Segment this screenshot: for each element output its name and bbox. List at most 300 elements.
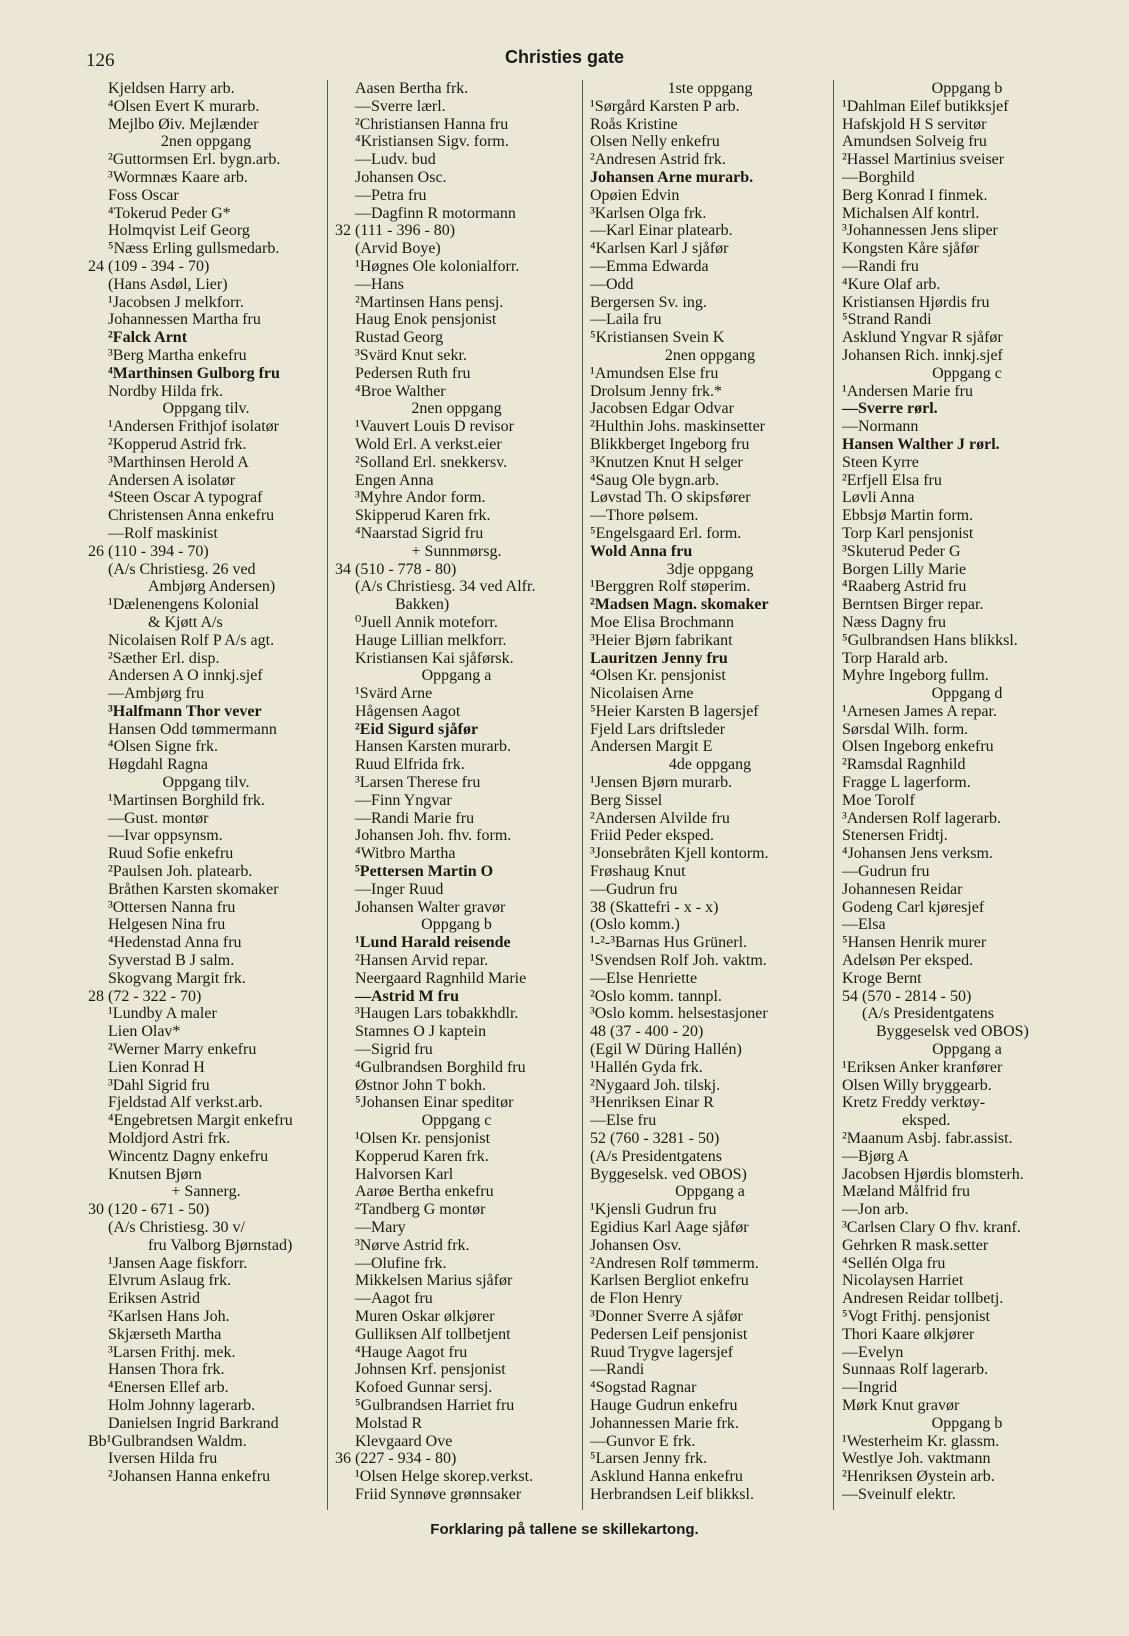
directory-entry: ³Svärd Knut sekr. bbox=[355, 346, 467, 364]
directory-entry: —Laila fru bbox=[590, 311, 662, 329]
directory-entry: Byggeselsk ved OBOS) bbox=[876, 1023, 1029, 1041]
directory-entry: Roås Kristine bbox=[590, 115, 678, 133]
directory-entry: ²Christiansen Hanna fru bbox=[355, 115, 509, 133]
directory-entry: ³Johannessen Jens sliper bbox=[842, 222, 998, 240]
directory-entry: ⁵Engelsgaard Erl. form. bbox=[590, 524, 742, 542]
directory-entry: Lauritzen Jenny fru bbox=[590, 649, 728, 667]
directory-entry: Engen Anna bbox=[355, 471, 434, 489]
page-footer: Forklaring på tallene se skillekartong. bbox=[430, 1521, 699, 1538]
directory-entry: ⁵Johansen Einar speditør bbox=[355, 1094, 514, 1112]
directory-entry: Moldjord Astri frk. bbox=[108, 1130, 231, 1148]
directory-entry: Pedersen Ruth fru bbox=[355, 364, 471, 382]
directory-entry: ¹Svärd Arne bbox=[355, 685, 433, 703]
directory-entry: Gulliksen Alf tollbetjent bbox=[355, 1325, 511, 1343]
directory-entry: ⁴Engebretsen Margit enkefru bbox=[108, 1112, 293, 1130]
directory-entry: 48 (37 - 400 - 20) bbox=[590, 1023, 704, 1041]
directory-entry: (A/s Presidentgatens bbox=[590, 1147, 722, 1165]
directory-entry: ⁵Næss Erling gullsmedarb. bbox=[108, 240, 280, 258]
directory-entry: Halvorsen Karl bbox=[355, 1165, 454, 1183]
directory-entry: Fjeld Lars driftsleder bbox=[590, 720, 726, 738]
directory-entry: Høgdahl Ragna bbox=[108, 756, 208, 774]
directory-entry: ¹Dahlman Eilef butikksjef bbox=[842, 97, 1009, 115]
directory-entry: ³Halfmann Thor vever bbox=[108, 702, 262, 720]
directory-entry: Hansen Walther J rørl. bbox=[842, 435, 1000, 453]
directory-entry: 24 (109 - 394 - 70) bbox=[88, 257, 210, 275]
directory-entry: Stamnes O J kaptein bbox=[355, 1023, 487, 1041]
directory-entry: —Finn Yngvar bbox=[355, 791, 452, 809]
directory-entry: ²Madsen Magn. skomaker bbox=[590, 596, 769, 614]
directory-entry: Mejlbo Øiv. Mejlænder bbox=[108, 115, 259, 133]
directory-entry: Jacobsen Edgar Odvar bbox=[590, 400, 734, 418]
directory-entry: Skipperud Karen frk. bbox=[355, 507, 491, 525]
entrance-heading: Oppgang tilv. bbox=[162, 774, 250, 792]
directory-entry: Ebbsjø Martin form. bbox=[842, 507, 974, 525]
directory-entry: —Normann bbox=[842, 418, 919, 436]
directory-entry: Nordby Hilda frk. bbox=[108, 382, 224, 400]
directory-entry: ¹Sørgård Karsten P arb. bbox=[590, 97, 740, 115]
directory-entry: ³Haugen Lars tobakkhdlr. bbox=[355, 1005, 519, 1023]
directory-entry: Danielsen Ingrid Barkrand bbox=[108, 1414, 279, 1432]
directory-entry: ³Nørve Astrid frk. bbox=[355, 1236, 470, 1254]
directory-entry: ⁴Olsen Kr. pensjonist bbox=[590, 667, 726, 685]
directory-entry: Hauge Gudrun enkefru bbox=[590, 1396, 738, 1414]
entrance-heading: Oppgang tilv. bbox=[162, 400, 250, 418]
directory-entry: Kjeldsen Harry arb. bbox=[108, 80, 235, 97]
directory-entry: Løvli Anna bbox=[842, 489, 915, 507]
directory-entry: Knutsen Bjørn bbox=[108, 1165, 202, 1183]
directory-entry: ³Wormnæs Kaare arb. bbox=[108, 168, 248, 186]
directory-entry: Bråthen Karsten skomaker bbox=[108, 880, 279, 898]
directory-entry: —Mary bbox=[355, 1219, 406, 1236]
directory-entry: Johansen Walter gravør bbox=[355, 898, 506, 916]
directory-entry: Hågensen Aagot bbox=[355, 702, 461, 720]
directory-entry: Godeng Carl kjøresjef bbox=[842, 898, 985, 916]
entrance-heading: Oppgang b bbox=[421, 916, 492, 934]
directory-entry: ⁴Sogstad Ragnar bbox=[590, 1379, 697, 1397]
directory-entry: ⁴Hedenstad Anna fru bbox=[108, 934, 242, 952]
directory-entry: —Gunvor E frk. bbox=[590, 1432, 696, 1450]
directory-entry: Johansen Osc. bbox=[355, 168, 447, 186]
directory-entry: 28 (72 - 322 - 70) bbox=[88, 987, 202, 1005]
directory-entry: Kongsten Kåre sjåfør bbox=[842, 240, 979, 258]
directory-entry: Olsen Willy bryggearb. bbox=[842, 1076, 992, 1094]
directory-entry: Lien Konrad H bbox=[108, 1058, 205, 1076]
directory-entry: ¹Amundsen Else fru bbox=[590, 364, 719, 382]
directory-entry: Steen Kyrre bbox=[842, 453, 919, 471]
directory-entry: ¹Høgnes Ole kolonialforr. bbox=[355, 257, 520, 275]
entrance-heading: 2nen oppgang bbox=[664, 346, 756, 364]
directory-entry: 38 (Skattefri - x - x) bbox=[590, 898, 719, 916]
directory-entry: Mørk Knut gravør bbox=[842, 1396, 960, 1414]
directory-entry: ¹Kjensli Gudrun fru bbox=[590, 1201, 717, 1219]
directory-column-1 bbox=[88, 80, 324, 1486]
directory-entry: —Petra fru bbox=[355, 186, 427, 204]
entrance-heading: Oppgang a bbox=[421, 667, 492, 685]
directory-entry: Neergaard Ragnhild Marie bbox=[355, 969, 527, 987]
directory-entry: ²Solland Erl. snekkersv. bbox=[355, 453, 508, 471]
directory-entry: Aarøe Bertha enkefru bbox=[355, 1183, 494, 1201]
directory-entry: ¹Hallén Gyda frk. bbox=[590, 1058, 703, 1076]
directory-entry: ²Nygaard Joh. tilskj. bbox=[590, 1076, 721, 1094]
directory-entry: Christensen Anna enkefru bbox=[108, 507, 275, 525]
directory-entry: 32 (111 - 396 - 80) bbox=[335, 222, 456, 240]
directory-entry: ¹Westerheim Kr. glassm. bbox=[842, 1432, 1000, 1450]
directory-entry: ³Andersen Rolf lagerarb. bbox=[842, 809, 1001, 827]
directory-entry: Kristiansen Hjørdis fru bbox=[842, 293, 990, 311]
directory-entry: Johannessen Marie frk. bbox=[590, 1414, 739, 1432]
directory-entry: —Gust. montør bbox=[108, 809, 209, 827]
directory-entry: Mæland Målfrid fru bbox=[842, 1183, 970, 1201]
directory-entry: Skjærseth Martha bbox=[108, 1325, 222, 1343]
entrance-heading: 1ste oppgang bbox=[667, 80, 753, 97]
directory-entry: —Odd bbox=[590, 275, 634, 293]
directory-entry: —Thore pølsem. bbox=[590, 507, 699, 525]
directory-entry: —Randi fru bbox=[842, 257, 919, 275]
directory-entry: Johansen Rich. innkj.sjef bbox=[842, 346, 1003, 364]
directory-entry: Torp Harald arb. bbox=[842, 649, 948, 667]
directory-entry: 26 (110 - 394 - 70) bbox=[88, 542, 209, 560]
directory-entry: Egidius Karl Aage sjåfør bbox=[590, 1219, 749, 1236]
directory-entry: Johannessen Martha fru bbox=[108, 311, 261, 329]
directory-entry: Lien Olav* bbox=[108, 1023, 181, 1041]
directory-entry: Bakken) bbox=[395, 596, 450, 614]
directory-entry: Bergersen Sv. ing. bbox=[590, 293, 707, 311]
directory-entry: Ruud Elfrida frk. bbox=[355, 756, 465, 774]
directory-entry: ¹Lundby A maler bbox=[108, 1005, 217, 1023]
directory-entry: Friid Synnøve grønnsaker bbox=[355, 1485, 522, 1503]
directory-entry: Jacobsen Hjørdis blomsterh. bbox=[842, 1165, 1024, 1183]
directory-entry: Andresen Reidar tollbetj. bbox=[842, 1290, 1004, 1308]
directory-entry: (Oslo komm.) bbox=[590, 916, 680, 934]
directory-entry: Rustad Georg bbox=[355, 329, 444, 347]
directory-entry: ²Tandberg G montør bbox=[355, 1201, 486, 1219]
directory-entry: Berntsen Birger repar. bbox=[842, 596, 984, 614]
directory-entry: Haug Enok pensjonist bbox=[355, 311, 497, 329]
directory-entry: 52 (760 - 3281 - 50) bbox=[590, 1130, 720, 1148]
directory-entry: Syverstad B J salm. bbox=[108, 952, 235, 970]
directory-entry: ¹Vauvert Louis D revisor bbox=[355, 418, 514, 436]
directory-entry: ²Guttormsen Erl. bygn.arb. bbox=[108, 151, 281, 169]
directory-entry: ³Ottersen Nanna fru bbox=[108, 898, 236, 916]
directory-entry: —Ambjørg fru bbox=[108, 685, 205, 703]
directory-entry: —Evelyn bbox=[842, 1343, 904, 1361]
directory-entry: Borgen Lilly Marie bbox=[842, 560, 967, 578]
directory-entry: ³Jonsebråten Kjell kontorm. bbox=[590, 845, 769, 863]
directory-entry: Østnor John T bokh. bbox=[355, 1076, 486, 1094]
directory-entry: ²Andresen Astrid frk. bbox=[590, 151, 726, 169]
directory-entry: Helgesen Nina fru bbox=[108, 916, 226, 934]
directory-entry: —Dagfinn R motormann bbox=[355, 204, 516, 222]
directory-entry: Opøien Edvin bbox=[590, 186, 680, 204]
directory-entry: ⁵Gulbrandsen Hans blikksl. bbox=[842, 631, 1018, 649]
entrance-heading: 2nen oppgang bbox=[160, 133, 252, 151]
directory-entry: —Emma Edwarda bbox=[590, 257, 709, 275]
directory-entry: ¹Andersen Marie fru bbox=[842, 382, 973, 400]
directory-entry: ²Maanum Asbj. fabr.assist. bbox=[842, 1130, 1013, 1148]
directory-entry: ³Oslo komm. helsestasjoner bbox=[590, 1005, 768, 1023]
directory-entry: ⁰Juell Annik moteforr. bbox=[355, 613, 498, 631]
directory-entry: Nicolaysen Harriet bbox=[842, 1272, 964, 1290]
directory-entry: Myhre Ingeborg fullm. bbox=[842, 667, 989, 685]
directory-entry: ⁴Olsen Evert K murarb. bbox=[108, 97, 260, 115]
directory-entry: Klevgaard Ove bbox=[355, 1432, 453, 1450]
directory-entry: ³Marthinsen Herold A bbox=[108, 453, 249, 471]
directory-entry: ³Donner Sverre A sjåfør bbox=[590, 1307, 743, 1325]
directory-entry: ³Knutzen Knut H selger bbox=[590, 453, 743, 471]
entrance-heading: Oppgang a bbox=[675, 1183, 745, 1201]
directory-column-3 bbox=[590, 80, 830, 1504]
page-title: Christies gate bbox=[504, 47, 625, 67]
directory-entry: Næss Dagny fru bbox=[842, 613, 946, 631]
directory-entry: —Inger Ruud bbox=[355, 880, 444, 898]
directory-entry: Eriksen Astrid bbox=[108, 1290, 200, 1308]
directory-entry: ³Henriksen Einar R bbox=[590, 1094, 714, 1112]
directory-entry: ¹Berggren Rolf støperim. bbox=[590, 578, 751, 596]
directory-entry: Pedersen Leif pensjonist bbox=[590, 1325, 748, 1343]
directory-entry: ²Johansen Hanna enkefru bbox=[108, 1468, 271, 1486]
directory-entry: Blikkberget Ingeborg fru bbox=[590, 435, 750, 453]
directory-entry: ⁵Strand Randi bbox=[842, 311, 932, 329]
entrance-heading: Oppgang c bbox=[421, 1112, 492, 1130]
directory-entry: ³Dahl Sigrid fru bbox=[108, 1076, 210, 1094]
directory-entry: ⁴Hauge Aagot fru bbox=[355, 1343, 468, 1361]
directory-entry: ²Andersen Alvilde fru bbox=[590, 809, 730, 827]
directory-entry: ⁴Johansen Jens verksm. bbox=[842, 845, 993, 863]
directory-entry: (Egil W Düring Hallén) bbox=[590, 1041, 742, 1059]
entrance-heading: Oppgang b bbox=[931, 80, 1003, 97]
directory-entry: Drolsum Jenny frk.* bbox=[590, 382, 722, 400]
directory-entry: —Olufine frk. bbox=[355, 1254, 447, 1272]
directory-entry: —Else Henriette bbox=[590, 969, 698, 987]
entrance-heading: Oppgang a bbox=[932, 1041, 1002, 1059]
directory-entry: Kretz Freddy verktøy- bbox=[842, 1094, 986, 1112]
directory-column-2 bbox=[335, 80, 578, 1504]
directory-entry: Friid Peder eksped. bbox=[590, 827, 714, 845]
directory-entry: Thori Kaare ølkjører bbox=[842, 1325, 975, 1343]
directory-entry: ²Oslo komm. tannpl. bbox=[590, 987, 722, 1005]
directory-entry: Molstad R bbox=[355, 1414, 423, 1432]
directory-entry: ²Werner Marry enkefru bbox=[108, 1041, 257, 1059]
directory-entry: —Astrid M fru bbox=[355, 987, 459, 1005]
directory-entry: Kroge Bernt bbox=[842, 969, 922, 987]
directory-entry: ²Eid Sigurd sjåfør bbox=[355, 720, 479, 738]
directory-entry: Frøshaug Knut bbox=[590, 863, 686, 881]
directory-entry: Johannesen Reidar bbox=[842, 880, 963, 898]
directory-entry: ⁴Steen Oscar A typograf bbox=[108, 489, 263, 507]
directory-entry: —Sigrid fru bbox=[355, 1041, 433, 1059]
directory-entry: ⁴Naarstad Sigrid fru bbox=[355, 524, 484, 542]
directory-entry: ²Andresen Rolf tømmerm. bbox=[590, 1254, 759, 1272]
directory-entry: ¹Olsen Helge skorep.verkst. bbox=[355, 1468, 534, 1486]
directory-entry: ⁴Tokerud Peder G* bbox=[108, 204, 231, 222]
directory-entry: ²Kopperud Astrid frk. bbox=[108, 435, 247, 453]
directory-entry: Nicolaisen Rolf P A/s agt. bbox=[108, 631, 275, 649]
directory-entry: —Ivar oppsynsm. bbox=[108, 827, 223, 845]
directory-entry: ¹Jacobsen J melkforr. bbox=[108, 293, 244, 311]
directory-entry: Johansen Joh. fhv. form. bbox=[355, 827, 512, 845]
directory-entry: Andersen A isolatør bbox=[108, 471, 236, 489]
directory-entry: —Ingrid bbox=[842, 1379, 898, 1397]
directory-entry: Fragge L lagerform. bbox=[842, 774, 971, 792]
directory-entry: —Sveinulf elektr. bbox=[842, 1485, 956, 1503]
directory-entry: Skogvang Margit frk. bbox=[108, 969, 246, 987]
directory-entry: Sørsdal Wilh. form. bbox=[842, 720, 969, 738]
directory-entry: Olsen Ingeborg enkefru bbox=[842, 738, 994, 756]
directory-entry: ¹Andersen Frithjof isolatør bbox=[108, 418, 279, 436]
directory-entry: ¹Jensen Bjørn murarb. bbox=[590, 774, 733, 792]
directory-entry: fru Valborg Bjørnstad) bbox=[148, 1236, 293, 1254]
directory-entry: ⁴Raaberg Astrid fru bbox=[842, 578, 967, 596]
directory-entry: (A/s Presidentgatens bbox=[862, 1005, 994, 1023]
directory-entry: ¹Eriksen Anker kranfører bbox=[842, 1058, 1003, 1076]
directory-entry: Karlsen Bergliot enkefru bbox=[590, 1272, 749, 1290]
directory-entry: ³Larsen Therese fru bbox=[355, 774, 481, 792]
directory-entry: 30 (120 - 671 - 50) bbox=[88, 1201, 210, 1219]
directory-entry: ⁴Witbro Martha bbox=[355, 845, 456, 863]
directory-entry: Berg Sissel bbox=[590, 791, 663, 809]
directory-entry: ⁵Heier Karsten B lagersjef bbox=[590, 702, 759, 720]
directory-entry: ²Hansen Arvid repar. bbox=[355, 952, 489, 970]
directory-entry: ²Falck Arnt bbox=[108, 329, 188, 347]
directory-entry: Herbrandsen Leif blikksl. bbox=[590, 1485, 754, 1503]
directory-entry: ⁴Saug Ole bygn.arb. bbox=[590, 471, 720, 489]
directory-entry: Wincentz Dagny enkefru bbox=[108, 1147, 269, 1165]
entrance-heading: 3dje oppgang bbox=[666, 560, 754, 578]
directory-entry: Mikkelsen Marius sjåfør bbox=[355, 1272, 513, 1290]
directory-entry: —Hans bbox=[355, 275, 404, 293]
column-rule bbox=[327, 80, 328, 1510]
directory-entry: Olsen Nelly enkefru bbox=[590, 133, 720, 151]
directory-entry: Moe Torolf bbox=[842, 791, 915, 809]
directory-entry: —Sverre rørl. bbox=[842, 400, 938, 418]
directory-entry: ⁴Enersen Ellef arb. bbox=[108, 1379, 229, 1397]
directory-entry: Amundsen Solveig fru bbox=[842, 133, 987, 151]
directory-entry: Andersen Margit E bbox=[590, 738, 713, 756]
directory-entry: Sunnaas Rolf lagerarb. bbox=[842, 1361, 989, 1379]
directory-entry: Ruud Sofie enkefru bbox=[108, 845, 234, 863]
directory-entry: Muren Oskar ølkjører bbox=[355, 1307, 495, 1325]
directory-entry: ¹Olsen Kr. pensjonist bbox=[355, 1130, 491, 1148]
directory-entry: ¹Svendsen Rolf Joh. vaktm. bbox=[590, 952, 767, 970]
directory-entry: ⁴Kristiansen Sigv. form. bbox=[355, 133, 509, 151]
directory-entry: —Aagot fru bbox=[355, 1290, 433, 1308]
directory-entry: Asklund Yngvar R sjåfør bbox=[842, 329, 1003, 347]
directory-entry: Fjeldstad Alf verkst.arb. bbox=[108, 1094, 263, 1112]
directory-entry: ⁵Gulbrandsen Harriet fru bbox=[355, 1396, 515, 1414]
directory-entry: (A/s Christiesg. 34 ved Alfr. bbox=[355, 578, 536, 596]
directory-entry: ²Henriksen Øystein arb. bbox=[842, 1468, 995, 1486]
directory-entry: ⁴Kure Olaf arb. bbox=[842, 275, 941, 293]
directory-entry: Adelsøn Per eksped. bbox=[842, 952, 974, 970]
directory-entry: Kopperud Karen frk. bbox=[355, 1147, 489, 1165]
directory-entry: Johnsen Krf. pensjonist bbox=[355, 1361, 506, 1379]
directory-entry: Ambjørg Andersen) bbox=[148, 578, 276, 596]
directory-entry: —Karl Einar platearb. bbox=[590, 222, 733, 240]
directory-entry: Hauge Lillian melkforr. bbox=[355, 631, 507, 649]
directory-entry: ²Hulthin Johs. maskinsetter bbox=[590, 418, 766, 436]
directory-entry: Asklund Hanna enkefru bbox=[590, 1468, 743, 1486]
directory-entry: ¹Jansen Aage fiskforr. bbox=[108, 1254, 248, 1272]
directory-entry: ¹-²-³Barnas Hus Grünerl. bbox=[590, 934, 748, 952]
directory-entry: —Ludv. bud bbox=[355, 151, 436, 169]
entrance-heading: Oppgang d bbox=[931, 685, 1003, 703]
directory-entry: Johansen Arne murarb. bbox=[590, 168, 754, 186]
directory-entry: Berg Konrad I finmek. bbox=[842, 186, 988, 204]
directory-entry: Holmqvist Leif Georg bbox=[108, 222, 250, 240]
directory-entry: ³Larsen Frithj. mek. bbox=[108, 1343, 236, 1361]
entrance-heading: + Sunnmørsg. bbox=[411, 542, 502, 560]
directory-entry: ³Karlsen Olga frk. bbox=[590, 204, 707, 222]
directory-entry: Torp Karl pensjonist bbox=[842, 524, 974, 542]
directory-entry: ³Berg Martha enkefru bbox=[108, 346, 247, 364]
page-number: 126 bbox=[86, 50, 115, 71]
directory-entry: ¹Arnesen James A repar. bbox=[842, 702, 997, 720]
directory-entry: ²Ramsdal Ragnhild bbox=[842, 756, 966, 774]
directory-entry: Johansen Osv. bbox=[590, 1236, 682, 1254]
directory-entry: 54 (570 - 2814 - 50) bbox=[842, 987, 972, 1005]
directory-entry: Wold Anna fru bbox=[590, 542, 693, 560]
directory-entry: Hafskjold H S servitør bbox=[842, 115, 987, 133]
directory-entry: —Borghild bbox=[842, 168, 915, 186]
entrance-heading: Oppgang b bbox=[931, 1414, 1003, 1432]
directory-entry: —Randi bbox=[590, 1361, 645, 1379]
directory-entry: Bb¹Gulbrandsen Waldm. bbox=[88, 1432, 247, 1450]
directory-entry: ¹Martinsen Borghild frk. bbox=[108, 791, 265, 809]
directory-entry: & Kjøtt A/s bbox=[148, 613, 223, 631]
directory-entry: ²Martinsen Hans pensj. bbox=[355, 293, 504, 311]
directory-entry: Hansen Thora frk. bbox=[108, 1361, 225, 1379]
directory-entry: ⁵Pettersen Martin O bbox=[355, 863, 494, 881]
directory-entry: Wold Erl. A verkst.eier bbox=[355, 435, 502, 453]
directory-entry: Nicolaisen Arne bbox=[590, 685, 694, 703]
directory-entry: 36 (227 - 934 - 80) bbox=[335, 1450, 457, 1468]
directory-entry: Gehrken R mask.setter bbox=[842, 1236, 989, 1254]
directory-entry: ⁴Sellén Olga fru bbox=[842, 1254, 946, 1272]
directory-column-4 bbox=[842, 80, 1092, 1504]
directory-entry: eksped. bbox=[902, 1112, 951, 1130]
directory-entry: (Hans Asdøl, Lier) bbox=[108, 275, 228, 293]
entrance-heading: Oppgang c bbox=[932, 364, 1002, 382]
directory-entry: ²Paulsen Joh. platearb. bbox=[108, 863, 253, 881]
directory-entry: Iversen Hilda fru bbox=[108, 1450, 218, 1468]
directory-entry: (A/s Christiesg. 30 v/ bbox=[108, 1219, 245, 1236]
directory-entry: Byggeselsk. ved OBOS) bbox=[590, 1165, 747, 1183]
directory-entry: ³Heier Bjørn fabrikant bbox=[590, 631, 733, 649]
directory-entry: —Gudrun fru bbox=[842, 863, 930, 881]
directory-entry: ⁴Broe Walther bbox=[355, 382, 446, 400]
directory-entry: Ruud Trygve lagersjef bbox=[590, 1343, 734, 1361]
directory-entry: ¹Dælenengens Kolonial bbox=[108, 596, 259, 614]
directory-entry: ²Karlsen Hans Joh. bbox=[108, 1307, 230, 1325]
directory-entry: ³Myhre Andor form. bbox=[355, 489, 486, 507]
directory-entry: Aasen Bertha frk. bbox=[355, 80, 469, 97]
directory-entry: ⁴Olsen Signe frk. bbox=[108, 738, 219, 756]
directory-entry: —Rolf maskinist bbox=[108, 524, 218, 542]
directory-entry: ⁵Kristiansen Svein K bbox=[590, 329, 725, 347]
directory-entry: ⁵Hansen Henrik murer bbox=[842, 934, 987, 952]
directory-entry: Michalsen Alf kontrl. bbox=[842, 204, 980, 222]
directory-entry: Holm Johnny lagerarb. bbox=[108, 1396, 256, 1414]
column-rule bbox=[833, 80, 834, 1510]
directory-entry: Stenersen Fridtj. bbox=[842, 827, 948, 845]
directory-entry: —Sverre lærl. bbox=[355, 97, 446, 115]
directory-entry: —Else fru bbox=[590, 1112, 657, 1130]
directory-entry: Westlye Joh. vaktmann bbox=[842, 1450, 991, 1468]
directory-entry: ⁴Gulbrandsen Borghild fru bbox=[355, 1058, 526, 1076]
directory-entry: (A/s Christiesg. 26 ved bbox=[108, 560, 256, 578]
directory-entry: —Gudrun fru bbox=[590, 880, 678, 898]
directory-entry: Hansen Karsten murarb. bbox=[355, 738, 511, 756]
